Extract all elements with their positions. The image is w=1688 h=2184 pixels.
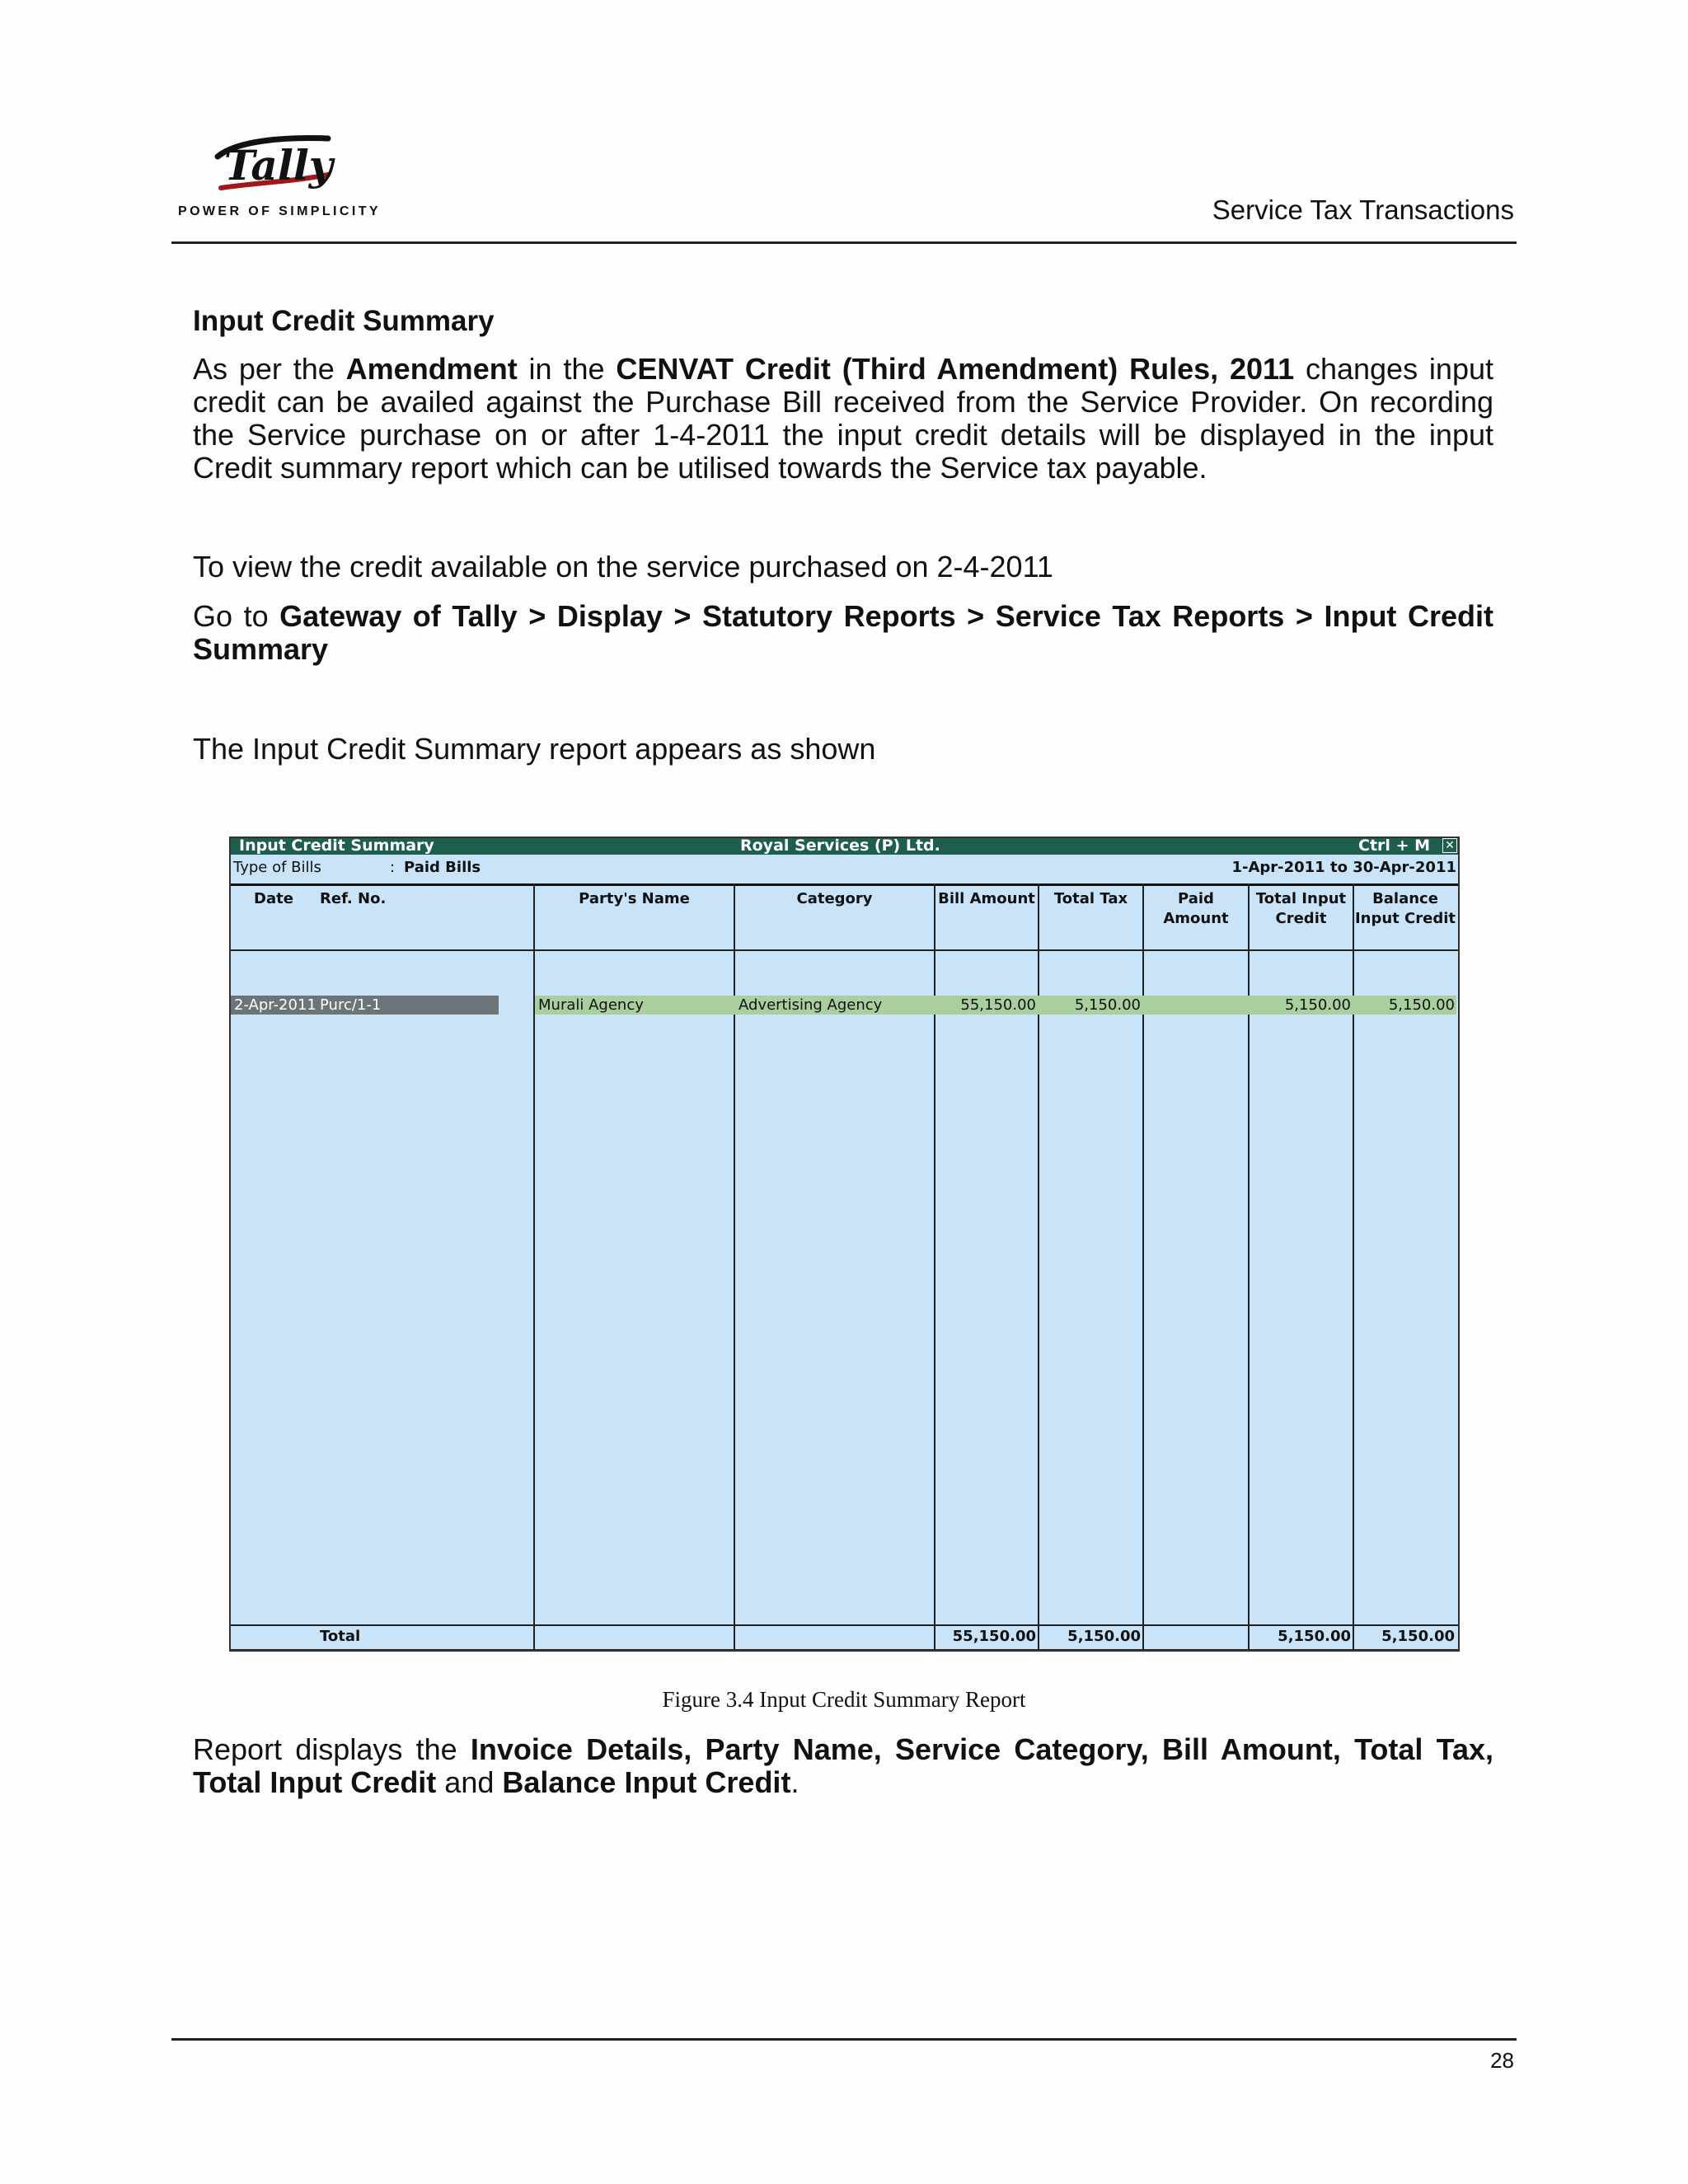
total-input-credit: 5,150.00: [1278, 1628, 1351, 1645]
logo-wordmark: Tally: [224, 141, 333, 190]
text-run: changes input credit can be availed against the Purchase Bill received from the Service Provider. On recording the Service purchase on or after 1-4-2011 the input credit details will be displayed in the input Credit summary report which can be utilised towards the Service tax payable.: [193, 352, 1493, 485]
report-intro-paragraph: The Input Credit Summary report appears as shown: [193, 732, 876, 766]
cell-total-tax: 5,150.00: [1074, 996, 1141, 1014]
text-run: in the: [517, 352, 617, 386]
bold-run: Invoice Details, Party Name, Service Category, Bill Amount, Total Tax, Total Input Credit: [193, 1732, 1494, 1799]
cell-total-input-credit: 5,150.00: [1284, 996, 1351, 1014]
page-number: 28: [1490, 2048, 1514, 2073]
text-run: .: [790, 1765, 799, 1799]
report-title: Input Credit Summary: [239, 837, 434, 855]
cell-date: 2-Apr-2011: [234, 996, 316, 1014]
col-header-total-input-credit: Total Input Credit: [1255, 890, 1347, 927]
type-of-bills-label: Type of Bills: [233, 859, 321, 876]
bold-run: Amendment: [345, 352, 518, 386]
close-icon[interactable]: ✕: [1442, 838, 1457, 853]
cell-category: Advertising Agency: [738, 996, 883, 1014]
total-tax: 5,150.00: [1067, 1628, 1141, 1645]
report-period[interactable]: 1-Apr-2011 to 30-Apr-2011: [1231, 859, 1456, 876]
col-header-paid-amount: Paid Amount: [1163, 890, 1229, 927]
view-credit-paragraph: To view the credit available on the service purchased on 2-4-2011: [193, 550, 1053, 583]
tally-logo-mark: [213, 132, 336, 198]
total-balance-input-credit: 5,150.00: [1381, 1628, 1455, 1645]
text-run: As per the: [193, 352, 346, 386]
total-label: Total: [320, 1628, 361, 1645]
cell-balance-input-credit: 5,150.00: [1388, 996, 1455, 1014]
section-title: Input Credit Summary: [193, 305, 495, 337]
footer-divider: [171, 2038, 1517, 2041]
bold-run: CENVAT Credit (Third Amendment) Rules, 2011: [616, 352, 1295, 386]
cell-bill-amount: 55,150.00: [960, 996, 1036, 1014]
cell-party: Murali Agency: [538, 996, 644, 1014]
company-name: Royal Services (P) Ltd.: [740, 837, 940, 855]
logo-tagline: POWER OF SIMPLICITY: [178, 204, 381, 218]
col-header-ref: Ref. No.: [320, 890, 387, 907]
col-header-balance-input-credit: Balance Input Credit: [1354, 890, 1456, 927]
intro-paragraph: [193, 353, 1493, 485]
col-header-bill-amount: Bill Amount: [938, 890, 1035, 907]
shortcut-label: Ctrl + M: [1358, 837, 1430, 855]
cell-ref: Purc/1-1: [320, 996, 382, 1014]
input-credit-summary-screenshot: [229, 837, 1460, 1652]
figure-caption: Figure 3.4 Input Credit Summary Report: [662, 1687, 1026, 1712]
report-frame: [229, 837, 1460, 1652]
col-header-party: Party's Name: [579, 890, 690, 907]
header-title: Service Tax Transactions: [1212, 194, 1514, 225]
type-of-bills-value[interactable]: Paid Bills: [404, 859, 481, 876]
navigation-path-paragraph: [193, 600, 1493, 666]
col-header-date: Date: [254, 890, 293, 907]
header-divider: [171, 241, 1517, 244]
col-header-category: Category: [796, 890, 873, 907]
report-description-paragraph: [193, 1733, 1493, 1799]
text-run: Go to: [193, 599, 280, 633]
text-run: and: [436, 1765, 503, 1799]
total-bill-amount: 55,150.00: [952, 1628, 1036, 1645]
col-header-total-tax: Total Tax: [1053, 890, 1128, 907]
menu-path: Gateway of Tally > Display > Statutory Reports > Service Tax Reports > Input Credit Summary: [193, 599, 1493, 666]
tally-logo: [173, 132, 381, 231]
text-run: Report displays the: [193, 1732, 471, 1766]
type-separator: :: [390, 859, 396, 876]
bold-run: Balance Input Credit: [502, 1765, 791, 1799]
